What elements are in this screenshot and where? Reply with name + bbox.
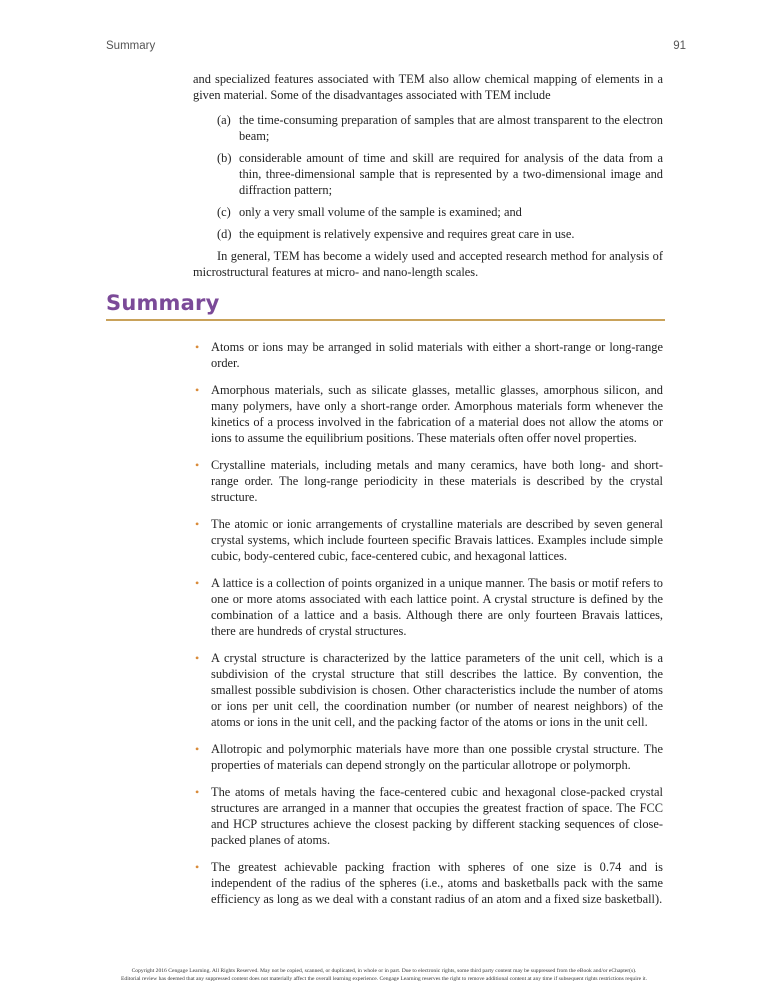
- summary-bullet-text: Amorphous materials, such as silicate glasses, metallic glasses, amorphous silicon, and many polymers, have only a short-range order. Amorphous materials form whenever the kinetics of a process involved in the fabrication of a material does not allow the atoms or ions to assume the equilibrium positions. These materials often offer novel properties.: [211, 383, 663, 445]
- running-header-section: Summary: [106, 40, 156, 52]
- closing-paragraph: In general, TEM has become a widely used and accepted research method for analysis of microstructural features at micro- and nano-length scales.: [193, 249, 663, 279]
- summary-bullet-text: A lattice is a collection of points organized in a unique manner. The basis or motif refers to one or more atoms associated with each lattice point. A crystal structure is defined by the combination of a lattice and a basis. Although there are only fourteen Bravais lattices, there are hundreds of crystal structures.: [211, 576, 663, 638]
- copyright-line: Editorial review has deemed that any suppressed content does not materially affect the overall learning experience. Cengage Learning reserves the right to remove additional content at any time if subsequent rights restrictions require it.: [121, 975, 647, 982]
- list-item: [217, 226, 663, 242]
- list-marker: (a): [217, 113, 231, 127]
- summary-bullet-text: Crystalline materials, including metals and many ceramics, have both long- and short-range order. The long-range periodicity in these materials is described by the crystal structure.: [211, 458, 663, 504]
- copyright-line: Copyright 2016 Cengage Learning. All Rights Reserved. May not be copied, scanned, or duplicated, in whole or in part. Due to electronic rights, some third party content may be suppressed from the eBook and/or eChapter(s).: [131, 968, 637, 974]
- list-marker: (d): [217, 227, 232, 241]
- bullet-icon: •: [195, 383, 200, 397]
- summary-bullet: [193, 382, 663, 446]
- bullet-icon: •: [195, 340, 200, 354]
- list-item: [217, 204, 663, 220]
- summary-bullet: [193, 575, 663, 639]
- bullet-icon: •: [195, 576, 200, 590]
- list-item-text: only a very small volume of the sample is examined; and: [239, 205, 522, 219]
- summary-bullet-text: Atoms or ions may be arranged in solid materials with either a short-range or long-range order.: [211, 340, 663, 370]
- page-number: 91: [673, 40, 686, 52]
- summary-bullet: [193, 859, 663, 907]
- summary-bullet-text: Allotropic and polymorphic materials have more than one possible crystal structure. The properties of materials can depend strongly on the particular allotrope or polymorph.: [211, 742, 663, 772]
- summary-divider: [106, 319, 665, 321]
- bullet-icon: •: [195, 458, 200, 472]
- summary-bullet: [193, 741, 663, 773]
- summary-heading: Summary: [106, 291, 220, 315]
- copyright-notice: [0, 968, 768, 983]
- summary-bullet-text: The atoms of metals having the face-centered cubic and hexagonal close-packed crystal structures are arranged in a manner that occupies the greatest fraction of space. The FCC and HCP structures achieve the closest packing by different stacking sequences of close-packed planes of atoms.: [211, 785, 663, 847]
- disadvantages-list: [193, 112, 663, 242]
- intro-paragraph: and specialized features associated with TEM also allow chemical mapping of elements in a given material. Some of the disadvantages associated with TEM include: [193, 72, 663, 102]
- list-item-text: the equipment is relatively expensive and requires great care in use.: [239, 227, 575, 241]
- bullet-icon: •: [195, 651, 200, 665]
- bullet-icon: •: [195, 517, 200, 531]
- summary-bullet-list: [193, 339, 663, 918]
- summary-bullet: [193, 784, 663, 848]
- running-header: [106, 40, 686, 52]
- summary-bullet-text: A crystal structure is characterized by the lattice parameters of the unit cell, which is a subdivision of the crystal structure that still describes the lattice. By convention, the smallest possible subdivision is chosen. Other characteristics include the number of atoms or ions per unit cell, the coordination number (or number of nearest neighbors) of the atoms or ions in the unit cell, and the packing factor of the atoms or ions in the unit cell.: [211, 651, 663, 729]
- list-item-text: considerable amount of time and skill are required for analysis of the data from a thin, three-dimensional sample that is represented by a two-dimensional image and diffraction pattern;: [239, 151, 663, 197]
- summary-bullet-text: The greatest achievable packing fraction with spheres of one size is 0.74 and is independent of the radius of the spheres (i.e., atoms and basketballs pack with the same efficiency as long as we deal with a constant radius of an atom and a fixed size basketball).: [211, 860, 663, 906]
- list-marker: (b): [217, 151, 232, 165]
- summary-bullet: [193, 339, 663, 371]
- bullet-icon: •: [195, 785, 200, 799]
- bullet-icon: •: [195, 742, 200, 756]
- list-item-text: the time-consuming preparation of samples that are almost transparent to the electron beam;: [239, 113, 663, 143]
- list-marker: (c): [217, 205, 231, 219]
- tem-disadvantages-section: [193, 71, 663, 280]
- bullet-icon: •: [195, 860, 200, 874]
- summary-bullet-text: The atomic or ionic arrangements of crystalline materials are described by seven general crystal systems, which include fourteen specific Bravais lattices. Examples include simple cubic, body-centered cubic, face-centered cubic, and hexagonal lattices.: [211, 517, 663, 563]
- list-item: [217, 112, 663, 144]
- summary-bullet: [193, 457, 663, 505]
- summary-bullet: [193, 516, 663, 564]
- summary-bullet: [193, 650, 663, 730]
- list-item: [217, 150, 663, 198]
